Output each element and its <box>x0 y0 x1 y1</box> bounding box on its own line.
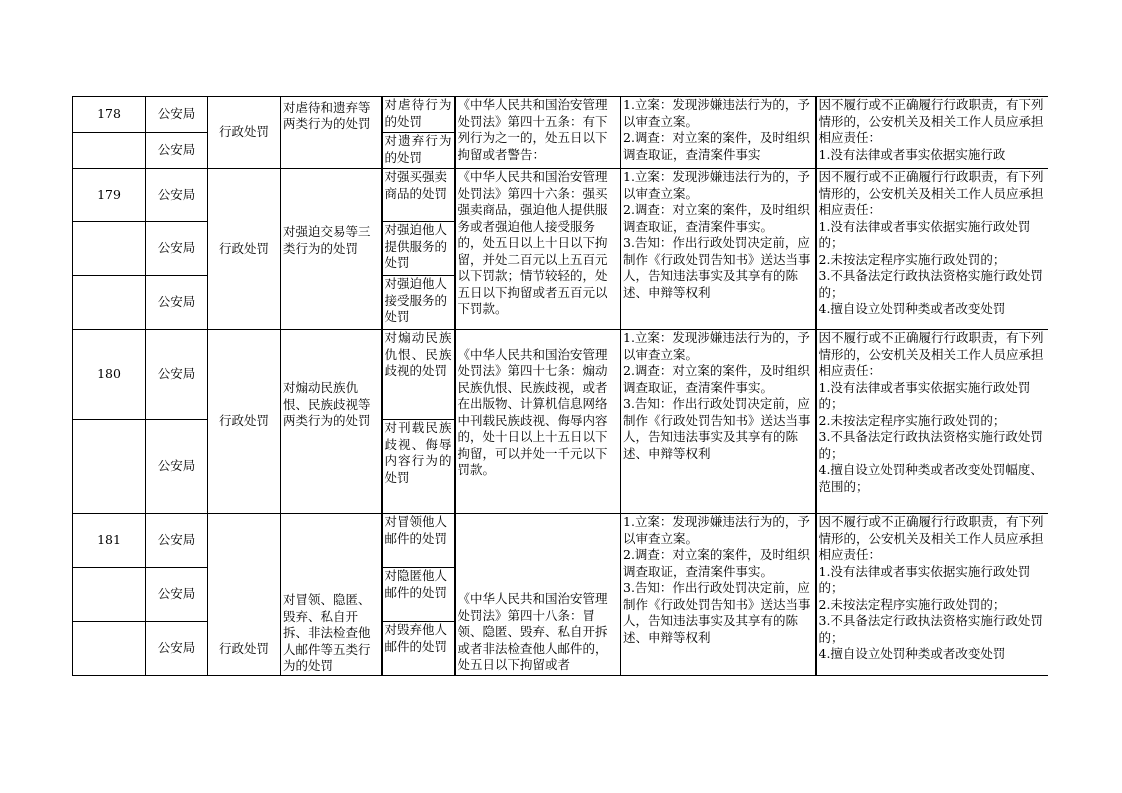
department-cell: 公安局 <box>146 222 208 276</box>
department-cell: 公安局 <box>146 622 208 676</box>
department-cell: 公安局 <box>146 568 208 622</box>
item-name-cell: 对煽动民族仇恨、民族歧视等两类行为的处罚 <box>281 330 382 514</box>
legal-basis-cell: 《中华人民共和国治安管理处罚法》第四十六条：强买强卖商品，强迫他人提供服务或者强迫他人接受服务的，处五日以上十日以下拘留，并处二百元以上五百元以下罚款；情节较轻的，处五日以下拘留或者五百元以下罚款。 <box>455 169 621 330</box>
process-cell: 1.立案：发现涉嫌违法行为的，予以审查立案。 2.调查：对立案的案件，及时组织调查取证，查清案件事实 <box>621 97 816 169</box>
department-cell: 公安局 <box>146 276 208 330</box>
row-number: 179 <box>73 169 146 222</box>
row-number-empty <box>73 622 146 676</box>
item-name-cell: 对虐待和遗弃等两类行为的处罚 <box>281 97 382 169</box>
process-cell: 1.立案：发现涉嫌违法行为的，予以审查立案。 2.调查：对立案的案件，及时组织调查取证，查清案件事实。 3.告知：作出行政处罚决定前，应制作《行政处罚告知书》送达当事人，告知违法事实及其享有的陈述、申辩等权利 <box>621 169 816 330</box>
department-cell: 公安局 <box>146 330 208 420</box>
sub-item-cell: 对遗弃行为的处罚 <box>382 133 455 169</box>
legal-basis-cell: 《中华人民共和国治安管理处罚法》第四十七条：煽动民族仇恨、民族歧视，或者在出版物、计算机信息网络中刊载民族歧视、侮辱内容的，处十日以上十五日以下拘留，可以并处一千元以下罚款。 <box>455 330 621 514</box>
table-row <box>73 169 1049 222</box>
duty-cell: 因不履行或不正确履行行政职责，有下列情形的，公安机关及相关工作人员应承担相应责任： 1.没有法律或者事实依据实施行政 <box>816 97 1049 169</box>
duty-cell: 因不履行或不正确履行行政职责，有下列情形的，公安机关及相关工作人员应承担相应责任： 1.没有法律或者事实依据实施行政处罚的； 2.未按法定程序实施行政处罚的； 3.不具备法定行政执法资格实施行政处罚的； 4.擅自设立处罚种类或者改变处罚幅度、范围的； <box>816 330 1049 514</box>
row-number: 178 <box>73 97 146 133</box>
department-cell: 公安局 <box>146 133 208 169</box>
item-name-cell: 对冒领、隐匿、毁弃、私自开拆、非法检查他人邮件等五类行为的处罚 <box>281 514 382 676</box>
row-number-empty <box>73 420 146 514</box>
table-row <box>73 514 1049 568</box>
process-cell: 1.立案：发现涉嫌违法行为的，予以审查立案。 2.调查：对立案的案件，及时组织调查取证，查清案件事实。 3.告知：作出行政处罚决定前，应制作《行政处罚告知书》送达当事人，告知违法事实及其享有的陈述、申辩等权利 <box>621 330 816 514</box>
legal-basis-cell: 《中华人民共和国治安管理处罚法》第四十五条：有下列行为之一的，处五日以下拘留或者警告： <box>455 97 621 169</box>
department-cell: 公安局 <box>146 97 208 133</box>
sub-item-cell: 对虐待行为的处罚 <box>382 97 455 133</box>
table-row <box>73 330 1049 420</box>
duty-cell: 因不履行或不正确履行行政职责，有下列情形的，公安机关及相关工作人员应承担相应责任： 1.没有法律或者事实依据实施行政处罚的； 2.未按法定程序实施行政处罚的； 3.不具备法定行政执法资格实施行政处罚的； 4.擅自设立处罚种类或者改变处罚 <box>816 169 1049 330</box>
power-type-cell: 行政处罚 <box>208 169 281 330</box>
row-number-empty <box>73 276 146 330</box>
sub-item-cell: 对强迫他人提供服务的处罚 <box>382 222 455 276</box>
row-number: 181 <box>73 514 146 568</box>
department-cell: 公安局 <box>146 514 208 568</box>
sub-item-cell: 对强迫他人接受服务的处罚 <box>382 276 455 330</box>
sub-item-cell: 对毁弃他人邮件的处罚 <box>382 622 455 676</box>
sub-item-cell: 对隐匿他人邮件的处罚 <box>382 568 455 622</box>
row-number-empty <box>73 222 146 276</box>
power-type-cell: 行政处罚 <box>208 330 281 514</box>
duty-cell: 因不履行或不正确履行行政职责，有下列情形的，公安机关及相关工作人员应承担相应责任： 1.没有法律或者事实依据实施行政处罚的； 2.未按法定程序实施行政处罚的； 3.不具备法定行政执法资格实施行政处罚的； 4.擅自设立处罚种类或者改变处罚 <box>816 514 1049 676</box>
row-number: 180 <box>73 330 146 420</box>
department-cell: 公安局 <box>146 420 208 514</box>
department-cell: 公安局 <box>146 169 208 222</box>
table-row <box>73 97 1049 133</box>
power-type-cell: 行政处罚 <box>208 97 281 169</box>
sub-item-cell: 对冒领他人邮件的处罚 <box>382 514 455 568</box>
power-list-table <box>72 96 1048 676</box>
sub-item-cell: 对强买强卖商品的处罚 <box>382 169 455 222</box>
legal-basis-cell: 《中华人民共和国治安管理处罚法》第四十八条：冒领、隐匿、毁弃、私自开拆或者非法检查他人邮件的，处五日以下拘留或者 <box>455 514 621 676</box>
row-number-empty <box>73 133 146 169</box>
row-number-empty <box>73 568 146 622</box>
power-type-cell: 行政处罚 <box>208 514 281 676</box>
process-cell: 1.立案：发现涉嫌违法行为的，予以审查立案。 2.调查：对立案的案件，及时组织调查取证，查清案件事实。 3.告知：作出行政处罚决定前，应制作《行政处罚告知书》送达当事人，告知违法事实及其享有的陈述、申辩等权利 <box>621 514 816 676</box>
sub-item-cell: 对煽动民族仇恨、民族歧视的处罚 <box>382 330 455 420</box>
item-name-cell: 对强迫交易等三类行为的处罚 <box>281 169 382 330</box>
sub-item-cell: 对刊载民族歧视、侮辱内容行为的处罚 <box>382 420 455 514</box>
